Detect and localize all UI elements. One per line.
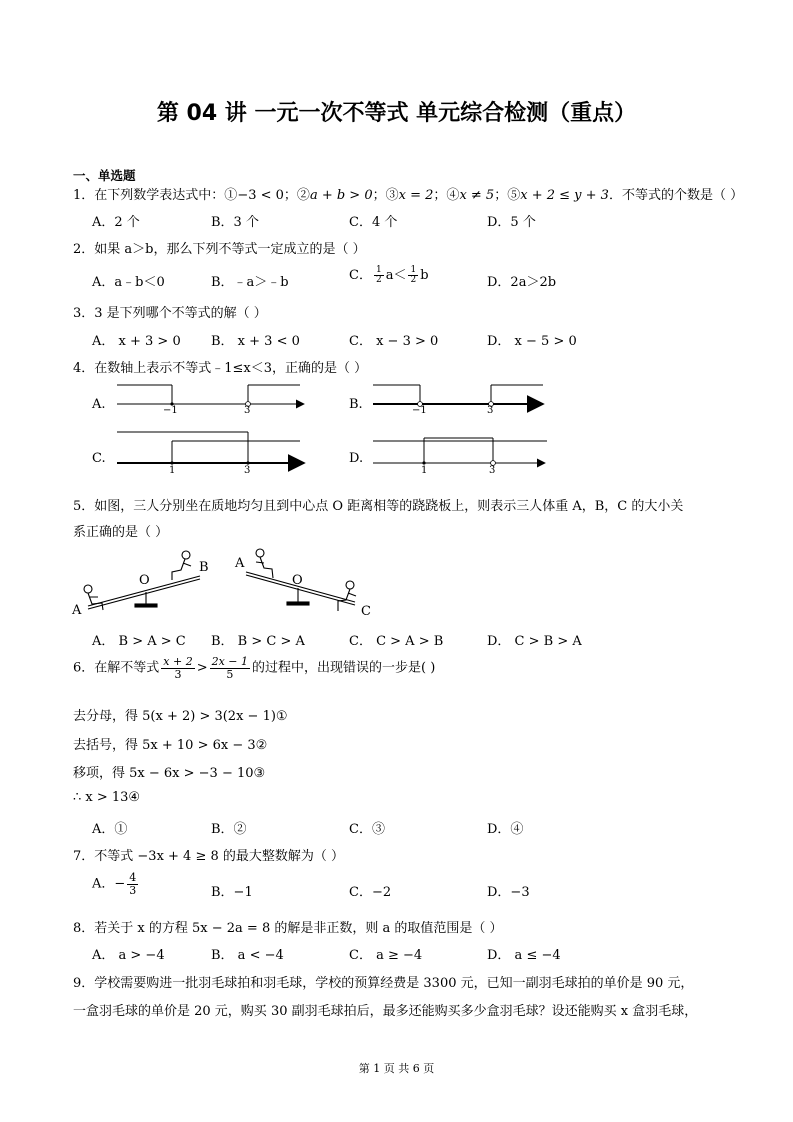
q1-expr-4: x ≠ 5: [459, 188, 495, 203]
q1-option-b: B．3 个: [211, 215, 259, 230]
q5-fig1-label-b: B: [199, 560, 209, 575]
page-title: 第 04 讲 一元一次不等式 单元综合检测（重点）: [156, 101, 637, 126]
q3-stem: 3．3 是下列哪个不等式的解（ ）: [73, 306, 267, 321]
q9-line-1: 9．学校需要购进一批羽毛球拍和羽毛球，学校的预算经费是 3300 元，已知一副羽毛球拍的单价是 90 元，: [73, 976, 694, 991]
q3-option-b: B． x + 3 < 0: [211, 334, 300, 349]
section-heading: 一、单选题: [73, 168, 136, 183]
q7-a-sign: −: [114, 876, 126, 892]
q2-c-frac-2-den: 2: [410, 275, 417, 285]
q1-intro: 在下列数学表达式中：: [94, 188, 225, 203]
q6-frac-2-num: 2x − 1: [211, 655, 249, 668]
q6-option-a: A．①: [92, 822, 128, 837]
q2-c-mid: a＜: [385, 268, 407, 283]
q1-sep-3: ；: [433, 188, 447, 203]
q1-expr-1: −3 < 0: [237, 188, 284, 203]
q2-c-frac-2-num: 1: [410, 264, 417, 275]
q4-label-b: B.: [349, 397, 363, 412]
q5-option-c: C． C > A > B: [349, 634, 444, 649]
q8-option-c: C． a ≥ −4: [349, 948, 423, 963]
q7-option-a: [92, 872, 140, 896]
q6-step-1: 去分母，得 5(x + 2) > 3(2x − 1)①: [73, 709, 288, 724]
q6-frac-1-num: x + 2: [163, 655, 193, 668]
q5-fig2-label-o: O: [292, 573, 303, 588]
q1-e5-mark: ⑤: [507, 188, 521, 203]
q9-line-2: 一盒羽毛球的单价是 20 元，购买 30 副羽毛球拍后，最多还能购买多少盒羽毛球？设还能购买 x 盒羽毛球，: [73, 1004, 698, 1019]
q7-option-c: C．−2: [349, 885, 392, 900]
q5-fig1-label-o: O: [139, 573, 150, 588]
q6-option-d: D．④: [487, 822, 524, 837]
q6-gt: >: [196, 660, 208, 676]
q1-e1-mark: ①: [224, 188, 238, 203]
q5-fig2-label-a: A: [235, 556, 245, 571]
q6-stem-intro: 6．在解不等式: [73, 660, 160, 676]
q4-c-tick-2: 3: [244, 465, 251, 476]
q2-c-end: b: [420, 268, 429, 283]
q4-label-a: A.: [92, 397, 106, 412]
q5-stem-line2: 系正确的是（ ）: [73, 525, 169, 540]
q6-step-4: ∴ x > 13④: [73, 790, 141, 805]
q1-sep-4: ；: [494, 188, 508, 203]
q2-option-d: D．2a＞2b: [487, 275, 557, 290]
q4-a-tick-2: 3: [244, 405, 251, 416]
q4-label-c: C.: [92, 451, 106, 466]
q5-option-d: D． C > B > A: [487, 634, 582, 649]
q3-option-c: C． x − 3 > 0: [349, 334, 439, 349]
q1-option-a: A．2 个: [92, 215, 140, 230]
q4-c-tick-1: 1: [169, 465, 176, 476]
q6-fraction-2: [210, 656, 250, 680]
q6-frac-1-den: 3: [174, 667, 182, 681]
q2-c-frac-1-den: 2: [375, 275, 382, 285]
q2-c-frac-1-num: 1: [375, 264, 382, 275]
q4-d-tick-1: 1: [421, 465, 428, 476]
q4-b-tick-1: −1: [412, 405, 427, 416]
q1-number: 1．: [73, 188, 95, 203]
q7-a-den: 3: [129, 883, 137, 897]
q1-e3-mark: ③: [385, 188, 399, 203]
q5-option-b: B． B > C > A: [211, 634, 305, 649]
q6-fraction-1: [161, 656, 194, 680]
q1-option-d: D．5 个: [487, 215, 536, 230]
q2-option-a: A．a﹣b＜0: [92, 275, 165, 290]
q3-option-a: A． x + 3 > 0: [92, 334, 181, 349]
q6-frac-2-den: 5: [226, 667, 234, 681]
q1-e4-mark: ④: [446, 188, 460, 203]
q7-a-label: A．: [92, 876, 115, 892]
q2-stem: 2．如果 a＞b，那么下列不等式一定成立的是（ ）: [73, 242, 366, 257]
q6-stem-outro: 的过程中，出现错误的一步是( ): [252, 660, 436, 676]
q3-option-d: D． x − 5 > 0: [487, 334, 577, 349]
q1-outro: ．不等式的个数是（ ）: [608, 188, 744, 203]
q5-stem-line1: 5．如图，三人分别坐在质地均匀且到中心点 O 距离相等的跷跷板上，则表示三人体重 A，B，C 的大小关: [73, 499, 684, 514]
q1-expr-3: x = 2: [398, 188, 434, 203]
q1-expr-2: a + b > 0: [309, 188, 373, 203]
q5-fig1-label-a: A: [72, 603, 82, 618]
q8-stem: 8．若关于 x 的方程 5x − 2a = 8 的解是非正数，则 a 的取值范围是（ ）: [73, 921, 503, 936]
q8-option-d: D． a ≤ −4: [487, 948, 561, 963]
q8-option-b: B． a < −4: [211, 948, 284, 963]
q7-a-fraction: [127, 872, 138, 896]
q1-sep-1: ；: [283, 188, 297, 203]
q2-c-label: C．: [349, 268, 372, 283]
q7-option-d: D．−3: [487, 885, 530, 900]
q7-option-b: B．−1: [211, 885, 253, 900]
q5-option-a: A． B > A > C: [92, 634, 186, 649]
q7-stem: 7．不等式 −3x + 4 ≥ 8 的最大整数解为（ ）: [73, 849, 345, 864]
q4-b-tick-2: 3: [487, 405, 494, 416]
q4-d-tick-2: 3: [489, 465, 496, 476]
q6-option-c: C．③: [349, 822, 385, 837]
q8-option-a: A． a > −4: [92, 948, 165, 963]
q1-expr-5: x + 2 ≤ y + 3: [520, 188, 609, 203]
q6-step-2: 去括号，得 5x + 10 > 6x − 3②: [73, 738, 268, 753]
q7-a-num: 4: [129, 871, 137, 884]
q4-stem: 4．在数轴上表示不等式﹣1≤x＜3，正确的是（ ）: [73, 361, 368, 376]
q1-option-c: C．4 个: [349, 215, 398, 230]
q6-option-b: B．②: [211, 822, 247, 837]
q6-stem: [73, 656, 435, 680]
q4-label-d: D.: [349, 451, 364, 466]
q1-sep-2: ；: [372, 188, 386, 203]
q1-e2-mark: ②: [296, 188, 310, 203]
q2-option-b: B．﹣a＞﹣b: [211, 275, 289, 290]
q4-a-tick-1: −1: [163, 405, 178, 416]
q5-fig2-label-c: C: [361, 604, 371, 619]
page-footer: 第 1 页 共 6 页: [358, 1062, 435, 1075]
q6-step-3: 移项，得 5x − 6x > −3 − 10③: [73, 766, 266, 781]
